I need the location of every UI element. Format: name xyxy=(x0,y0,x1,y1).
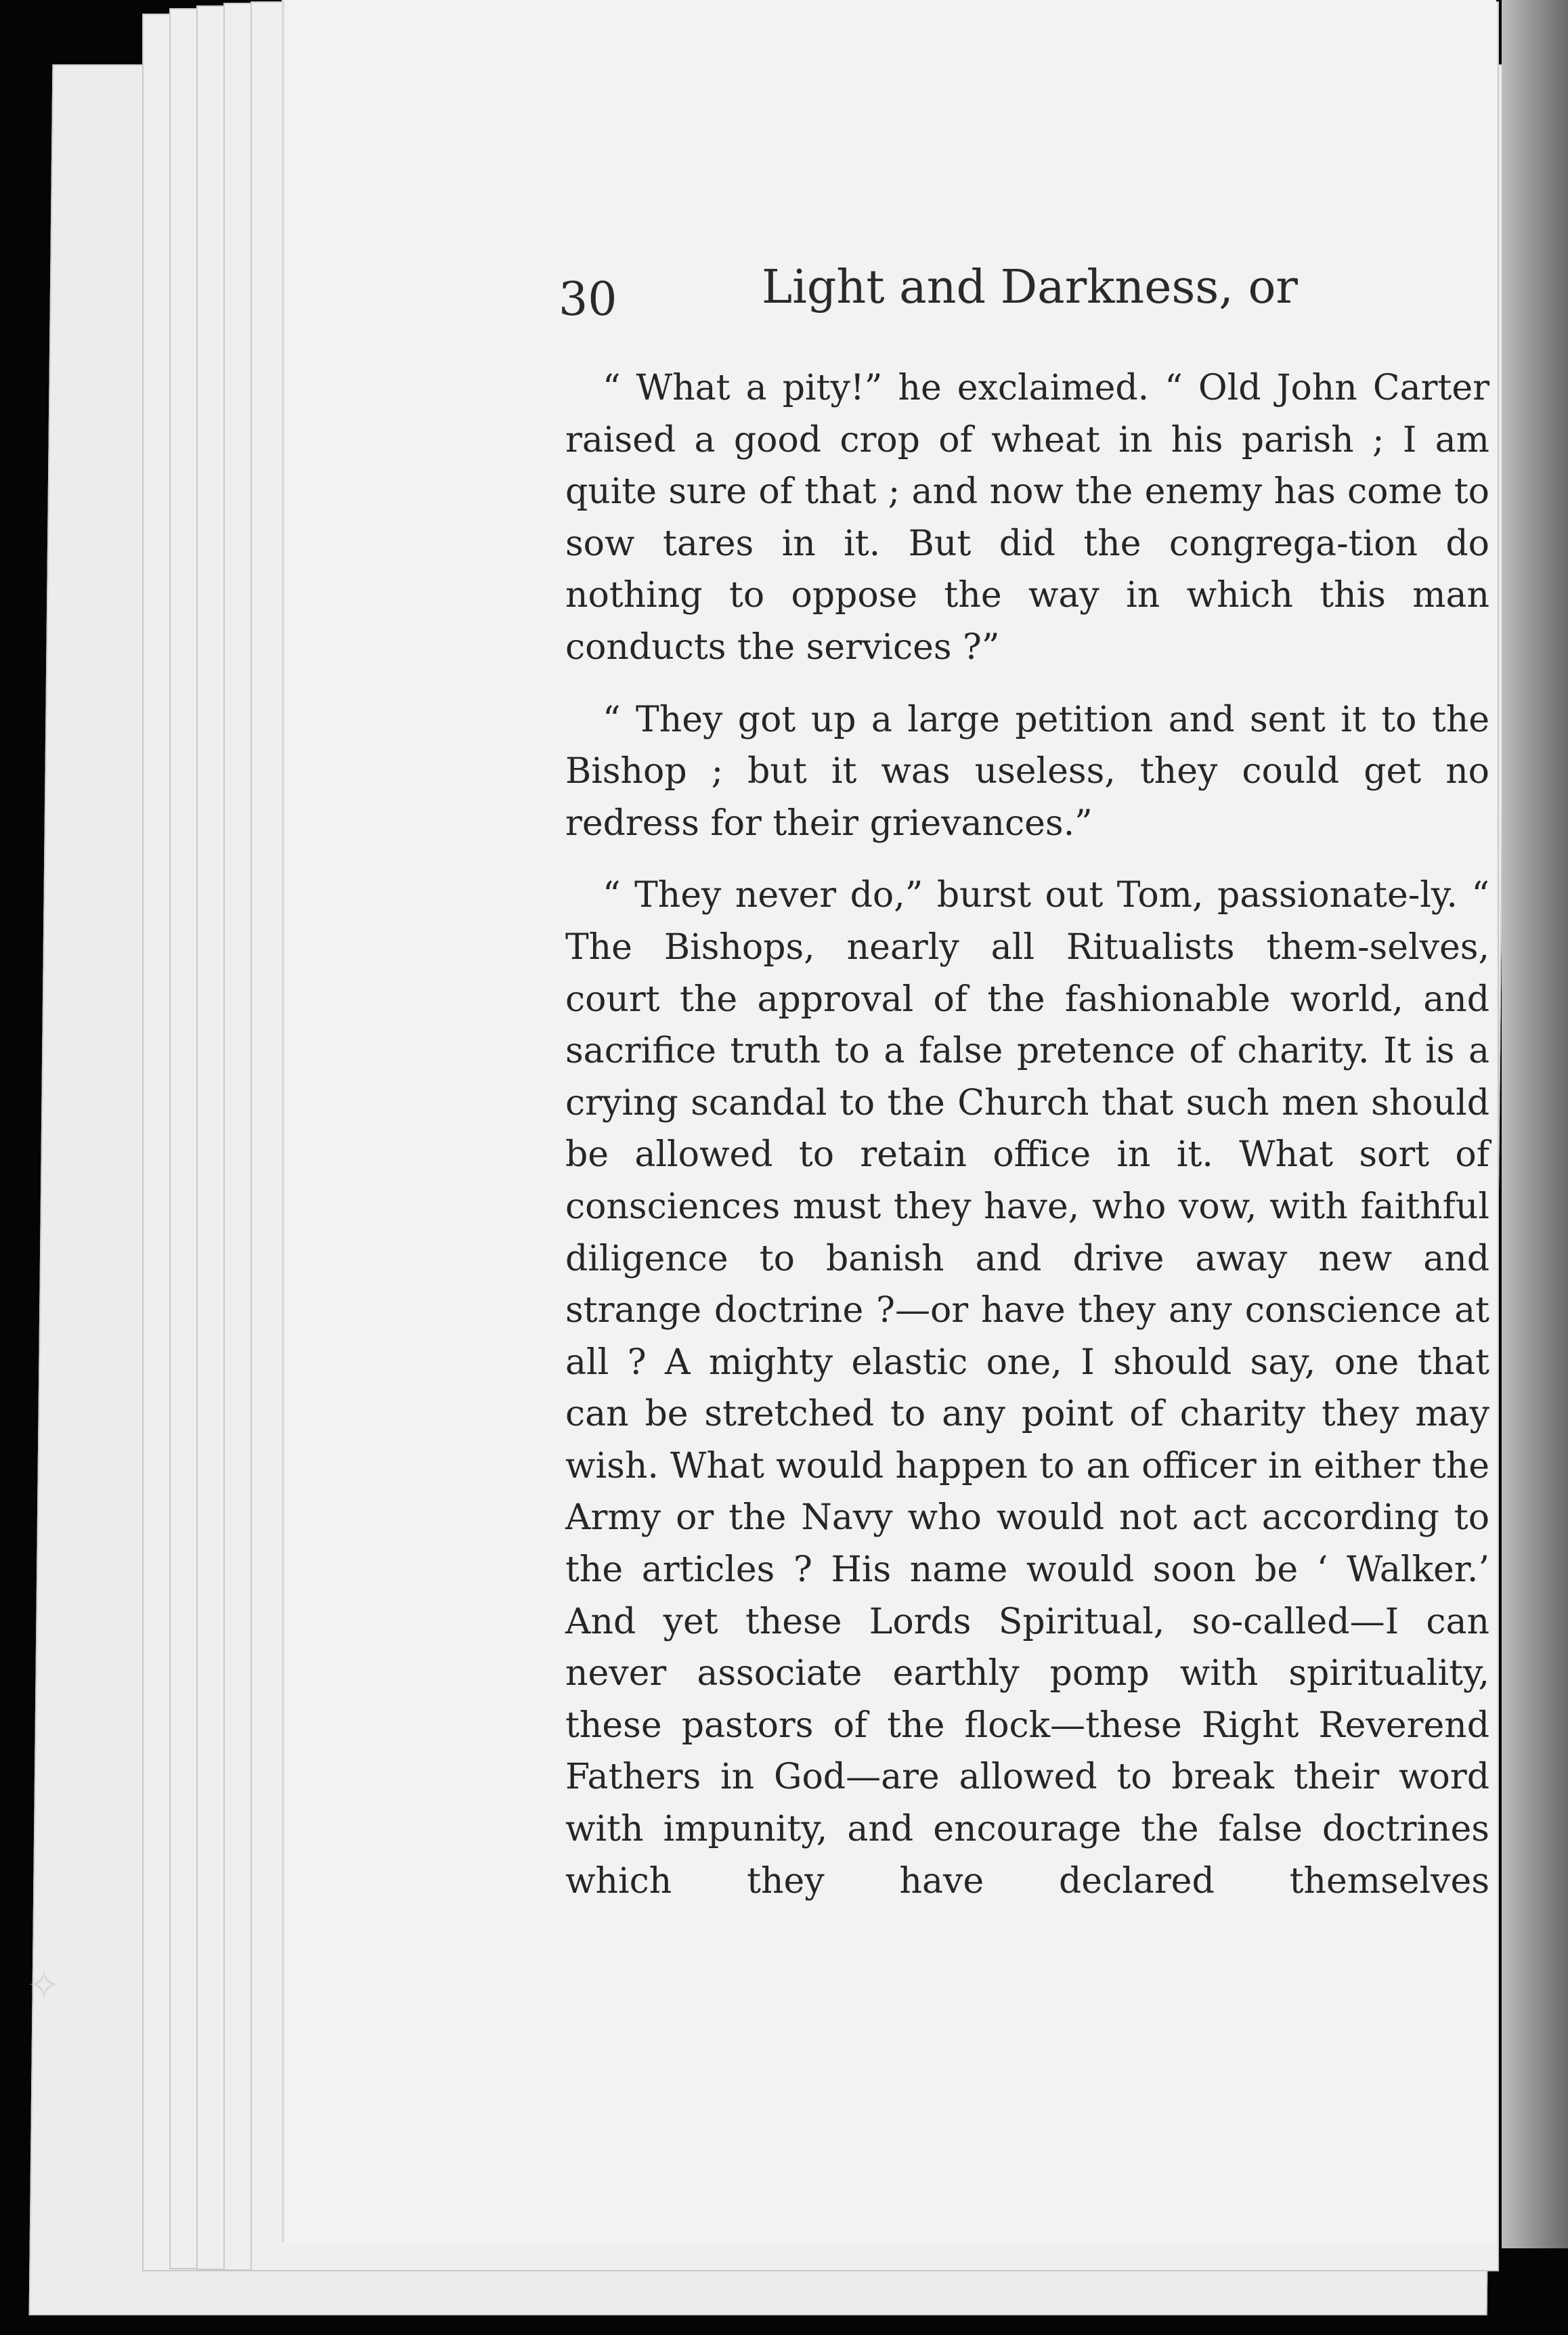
page-number: 30 xyxy=(559,273,617,326)
body-text xyxy=(565,362,1489,1927)
gutter-shadow xyxy=(1502,0,1568,2248)
running-header xyxy=(559,261,1439,335)
paragraph-2: “ They got up a large petition and sent it to the Bishop ; but it was useless, they could get no redress for their grievances.” xyxy=(565,699,1489,844)
scan-speck-icon: ✧ xyxy=(27,1962,62,2009)
paragraph-3: “ They never do,” burst out Tom, passionate-ly. “ The Bishops, nearly all Ritualists them-selves, court the approval of the fashionable world, and sacrifice truth to a false pretence of charity. It is a crying scandal to the Church that such men should be allowed to retain office in it. What sort of consciences must they have, who vow, with faithful diligence to banish and drive away new and strange doctrine ?—or have they any conscience at all ? A mighty elastic one, I should say, one that can be stretched to any point of charity they may wish. What would happen to an officer in either the Army or the Navy who would not act according to the articles ? His name would soon be ‘ Walker.’ And yet these Lords Spiritual, so-called—I can never associate earthly pomp with spirituality, these pastors of the flock—these Right Reverend Fathers in God—are allowed to break their word with impunity, and encourage the false doctrines which they have declared themselves xyxy=(565,875,1489,1902)
paragraph-1: “ What a pity!” he exclaimed. “ Old John Carter raised a good crop of wheat in his parish ; I am quite sure of that ; and now the enemy has come to sow tares in it. But did the congrega-tion do nothing to oppose the way in which this man conducts the services ?” xyxy=(565,368,1489,668)
running-title: Light and Darkness, or xyxy=(762,261,1298,314)
